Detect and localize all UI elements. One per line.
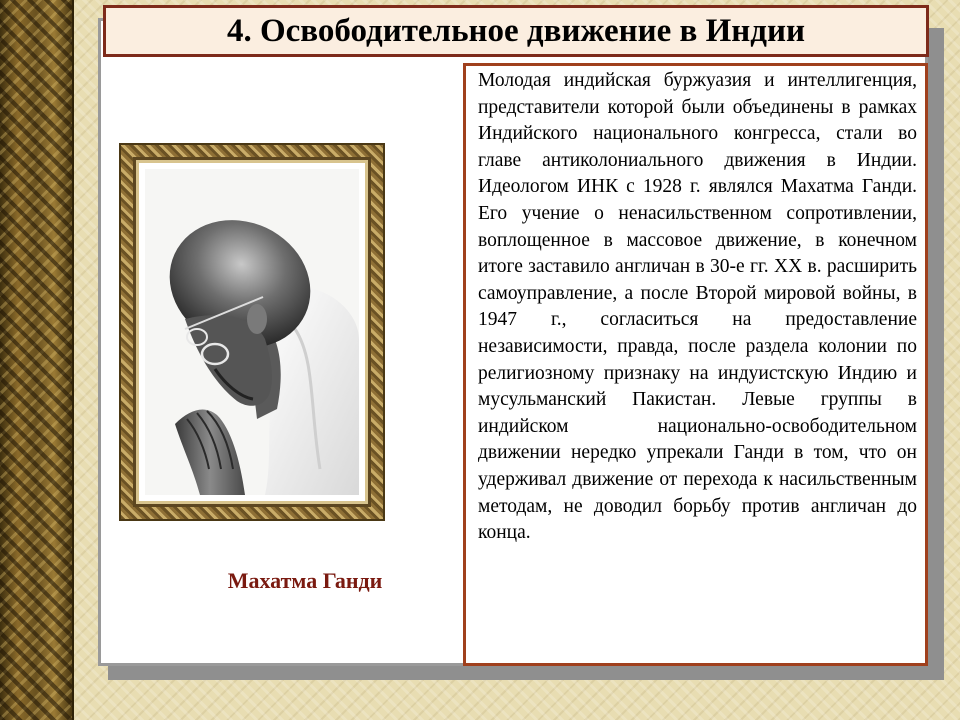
- portrait-frame: [121, 145, 383, 519]
- text-box: [463, 63, 928, 666]
- portrait-caption: Махатма Ганди: [227, 568, 383, 593]
- gandhi-portrait-image: [145, 169, 359, 495]
- title-box: [103, 5, 929, 57]
- body-paragraph: Молодая индийская буржуазия и интеллигенция, представители которой были объединены в рамках Индийского национального конгресса, стали во главе антиколониального движения в Индии. Идеологом ИНК с 1928 г. являлся Махатма Ганди. Его учение о ненасильственном сопротивлении, воплощенное в массовое движение, в конечном итоге заставило англичан в 30-е гг. XX в. расширить самоуправление, а после Второй мировой войны, в 1947 г., согласиться на предоставление независимости, правда, после раздела колонии по религиозному признаку на индуистскую Индию и мусульманский Пакистан. Левые группы в индийском национально-освободительном движении нередко упрекали Ганди в том, что он удерживал движение от перехода к насильственным методам, не доводил борьбу против англичан до конца.: [478, 70, 917, 544]
- slide-title: 4. Освободительное движение в Индии: [226, 12, 806, 49]
- portrait-photo: [145, 169, 359, 495]
- decorative-side-strip: [0, 0, 74, 720]
